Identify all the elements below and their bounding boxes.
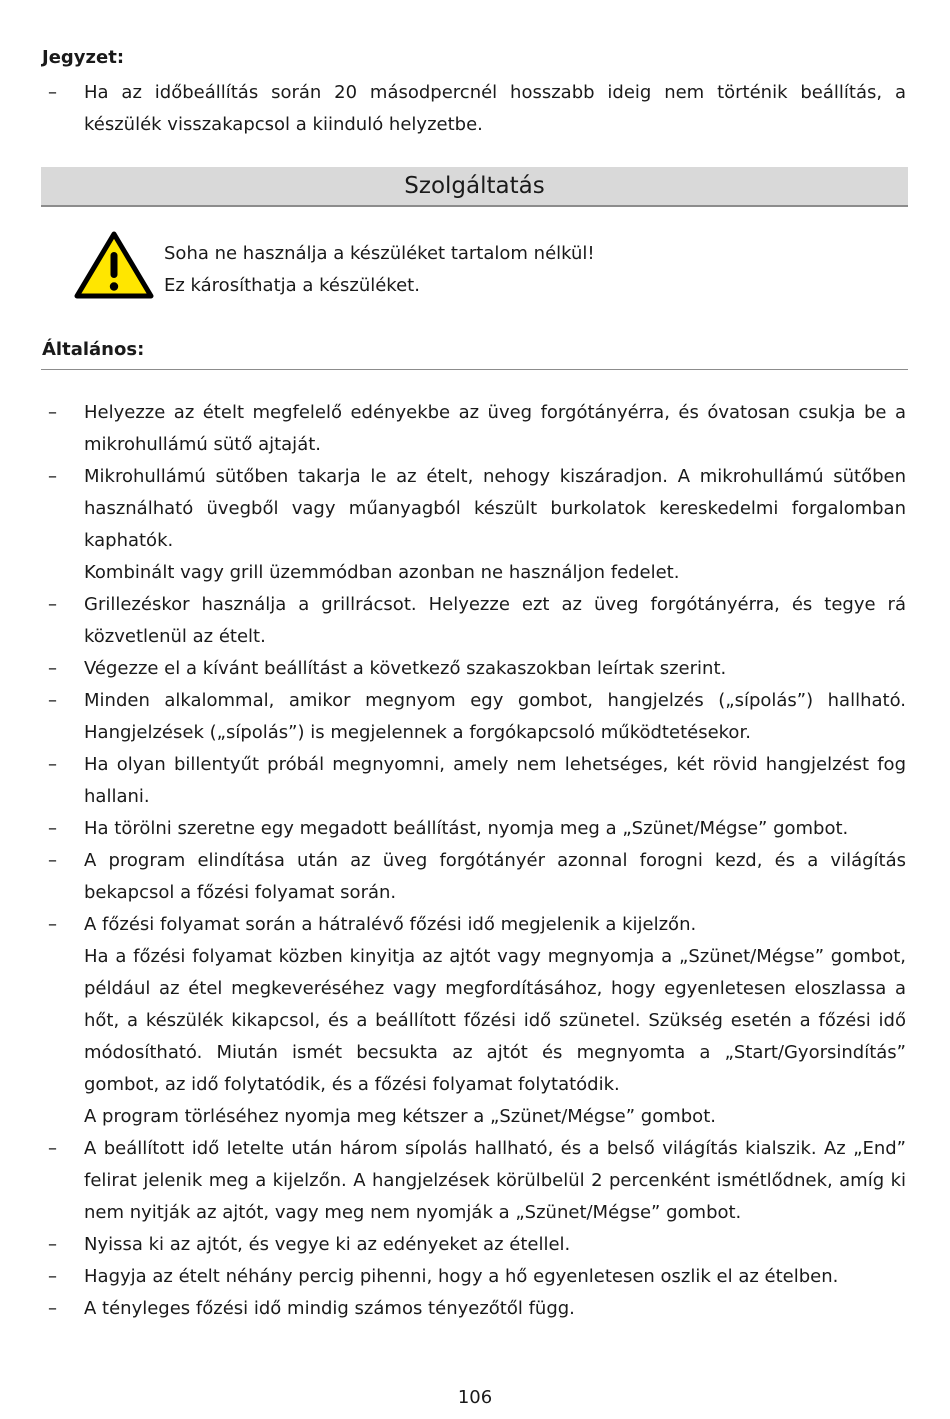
list-item <box>42 845 906 909</box>
bullet-dash: – <box>48 818 57 839</box>
warning-text <box>164 238 595 302</box>
list-item <box>42 1293 906 1325</box>
page-number: 106 <box>457 1387 493 1408</box>
list-item-text: Ha az időbeállítás során 20 másodpercnél hosszabb ideig nem történik beállítás, a készülék visszakapcsol a kiinduló helyzetbe. <box>84 82 906 135</box>
bullet-dash: – <box>48 1266 57 1287</box>
note-list <box>42 77 906 141</box>
list-item-text: Nyissa ki az ajtót, és vegye ki az edényeket az étellel. <box>84 1234 571 1255</box>
list-item-text: Grillezéskor használja a grillrácsot. Helyezze ezt az üveg forgótányérra, és tegye rá közvetlenül az ételt. <box>84 594 906 647</box>
list-item-text: Ha törölni szeretne egy megadott beállítást, nyomja meg a „Szünet/Mégse” gombot. <box>84 818 849 839</box>
list-item-text: A főzési folyamat során a hátralévő főzési idő megjelenik a kijelzőn. <box>84 914 697 935</box>
list-item <box>42 589 906 653</box>
list-item <box>42 813 906 845</box>
bullet-dash: – <box>48 754 57 775</box>
bullet-dash: – <box>48 690 57 711</box>
note-heading: Jegyzet: <box>42 47 125 68</box>
list-item-text: Mikrohullámú sütőben takarja le az ételt, nehogy kiszáradjon. A mikrohullámú sütőben használható üvegből vagy műanyagból készült burkolatok kereskedelmi forgalomban kaphatók. <box>84 466 906 551</box>
general-list <box>42 397 906 1325</box>
list-item-text: A program törléséhez nyomja meg kétszer a „Szünet/Mégse” gombot. <box>84 1106 716 1127</box>
bullet-dash: – <box>48 850 57 871</box>
general-heading: Általános: <box>42 339 145 360</box>
list-item-text: Helyezze az ételt megfelelő edényekbe az üveg forgótányérra, és óvatosan csukja be a mikrohullámú sütő ajtaját. <box>84 402 906 455</box>
bullet-dash: – <box>48 466 57 487</box>
list-item <box>42 1133 906 1229</box>
list-item-text: Minden alkalommal, amikor megnyom egy gombot, hangjelzés („sípolás”) hallható. Hangjelzések („sípolás”) is megjelennek a forgókapcsoló működtetésekor. <box>84 690 906 743</box>
list-item-text: A program elindítása után az üveg forgótányér azonnal forogni kezd, és a világítás bekapcsol a főzési folyamat során. <box>84 850 906 903</box>
bullet-dash: – <box>48 82 57 103</box>
list-item <box>42 1229 906 1261</box>
warning-exclamation-dot <box>110 282 118 290</box>
list-item <box>42 77 906 141</box>
warning-line-2: Ez károsíthatja a készüléket. <box>164 275 420 296</box>
section-header-band <box>41 167 908 207</box>
list-item <box>42 461 906 589</box>
list-item-text: A beállított idő letelte után három sípolás hallható, és a belső világítás kialszik. Az „End” felirat jelenik meg a kijelzőn. A hangjelzések körülbelül 2 percenként ismétlődnek, amíg ki nem nyitják az ajtót, vagy meg nem nyomják a „Szünet/Mégse” gombot. <box>84 1138 906 1223</box>
list-item-text: Ha olyan billentyűt próbál megnyomni, amely nem lehetséges, két rövid hangjelzést fog hallani. <box>84 754 906 807</box>
list-item <box>42 653 906 685</box>
list-item <box>42 909 906 1133</box>
list-item-text: Hagyja az ételt néhány percig pihenni, hogy a hő egyenletesen oszlik el az ételben. <box>84 1266 839 1287</box>
bullet-dash: – <box>48 1234 57 1255</box>
section-title: Szolgáltatás <box>404 173 545 199</box>
list-item <box>42 685 906 749</box>
warning-exclamation-bar <box>111 252 118 278</box>
bullet-dash: – <box>48 1138 57 1159</box>
list-item <box>42 397 906 461</box>
list-item-text: Kombinált vagy grill üzemmódban azonban ne használjon fedelet. <box>84 562 680 583</box>
bullet-dash: – <box>48 914 57 935</box>
warning-triangle-icon <box>74 230 154 300</box>
list-item <box>42 749 906 813</box>
general-divider <box>41 369 908 370</box>
list-item <box>42 1261 906 1293</box>
bullet-dash: – <box>48 658 57 679</box>
bullet-dash: – <box>48 402 57 423</box>
list-item-text: Végezze el a kívánt beállítást a következő szakaszokban leírtak szerint. <box>84 658 727 679</box>
list-item-text: Ha a főzési folyamat közben kinyitja az ajtót vagy megnyomja a „Szünet/Mégse” gombot, például az étel megkeveréséhez vagy megfordításához, hogy egyenletesen eloszlassa a hőt, a készülék kikapcsol, és a beállított főzési idő szünetel. Szükség esetén a főzési idő módosítható. Miután ismét becsukta az ajtót és megnyomta a „Start/Gyorsindítás” gombot, az idő folytatódik, és a főzési folyamat folytatódik. <box>84 946 906 1095</box>
warning-line-1: Soha ne használja a készüléket tartalom nélkül! <box>164 243 595 264</box>
bullet-dash: – <box>48 594 57 615</box>
list-item-text: A tényleges főzési idő mindig számos tényezőtől függ. <box>84 1298 575 1319</box>
bullet-dash: – <box>48 1298 57 1319</box>
